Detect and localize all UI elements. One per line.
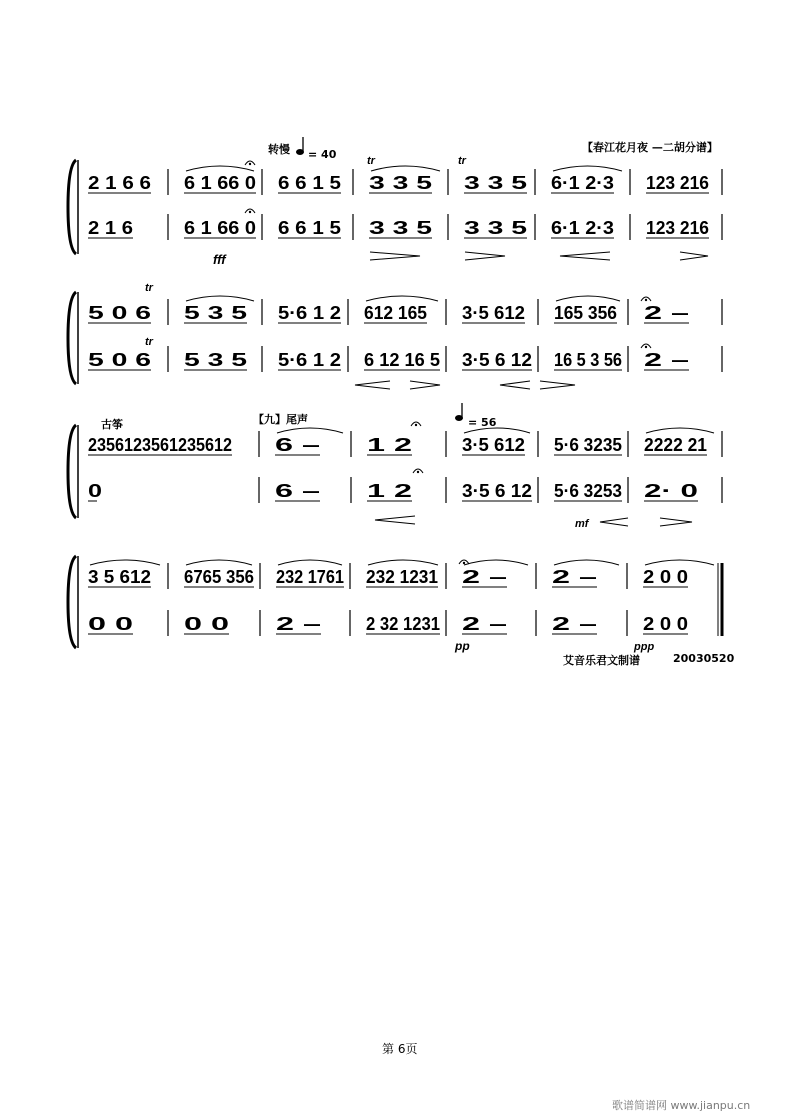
trill-mark: tr — [145, 282, 153, 294]
measure-upper: 3 5 612 — [88, 567, 151, 587]
hairpin-decrescendo — [660, 518, 692, 526]
hairpin-decrescendo — [465, 252, 505, 260]
trill-mark: tr — [367, 155, 375, 167]
measure-upper: 2 1 6 6 — [88, 173, 151, 193]
slur-arc — [556, 296, 620, 301]
measure-lower: 5 3 5 — [184, 350, 247, 370]
slur-arc — [371, 166, 440, 171]
measure-lower: 0 0 — [88, 614, 133, 634]
measure-upper: 3 3 5 — [464, 173, 527, 193]
slur-arc — [90, 560, 160, 565]
fermata-dot — [249, 163, 251, 165]
page-number: 第 6页 — [382, 1042, 418, 1056]
measure-upper: 232 1761 — [276, 567, 344, 587]
system-brace — [68, 425, 76, 518]
measure-lower: 2 – — [552, 614, 597, 634]
measure-lower: 3·5 6 12 — [462, 350, 532, 370]
credit-text: 艾音乐君文制谱 — [563, 654, 640, 667]
system-brace — [68, 556, 76, 648]
measure-lower: 123 216 — [646, 218, 709, 238]
measure-lower: 3 3 5 — [464, 218, 527, 238]
slur-arc — [553, 166, 622, 171]
measure-upper: 165 356 — [554, 303, 617, 323]
dynamic-pp: pp — [455, 639, 470, 653]
fermata-dot — [249, 211, 251, 213]
measure-upper: 2 – — [462, 567, 507, 587]
measure-upper: 6 6 1 5 — [278, 173, 341, 193]
measure-upper: 3·5 612 — [462, 303, 525, 323]
slur-arc — [186, 166, 254, 171]
slur-arc — [645, 560, 714, 565]
measure-lower: 0 0 — [184, 614, 229, 634]
slur-arc — [646, 428, 714, 433]
measure-upper: 3 3 5 — [369, 173, 432, 193]
tempo-change-label: 转慢 — [268, 143, 290, 156]
trill-mark: tr — [145, 336, 153, 348]
notation-layer — [68, 155, 722, 653]
section-marker: 【九】尾声 — [253, 413, 308, 426]
measure-upper: 2 0 0 — [643, 567, 688, 587]
hairpin-decrescendo — [410, 381, 440, 389]
tempo-marking-56: = 56 — [468, 416, 497, 429]
fermata-dot — [463, 562, 465, 564]
slur-arc — [186, 560, 252, 565]
measure-lower: 6 – — [275, 481, 320, 501]
slur-arc — [554, 560, 619, 565]
fermata-dot — [415, 424, 417, 426]
watermark: 歌谱简谱网 www.jianpu.cn — [612, 1099, 751, 1112]
fermata-dot — [645, 299, 647, 301]
measure-upper: 123 216 — [646, 173, 709, 193]
measure-lower: 2· 0 — [644, 481, 698, 501]
trill-mark: tr — [458, 155, 466, 167]
measure-upper: 232 1231 — [366, 567, 438, 587]
slur-arc — [464, 560, 528, 565]
system-brace — [68, 292, 76, 384]
instrument-label: 古筝 — [101, 418, 123, 431]
hairpin-crescendo — [500, 381, 530, 389]
measure-upper: 2 – — [552, 567, 597, 587]
measure-lower: 6 1 66 0 — [184, 218, 256, 238]
hairpin-crescendo — [600, 518, 628, 526]
measure-lower: 5 0 6 — [88, 350, 151, 370]
measure-upper: 5·6 3235 — [554, 435, 622, 455]
measure-lower: 16 5 3 56 — [554, 350, 622, 370]
measure-lower: 5·6 1 2 — [278, 350, 341, 370]
measure-lower: 3·5 6 12 — [462, 481, 532, 501]
system-brace — [68, 160, 76, 254]
hairpin-crescendo — [355, 381, 390, 389]
measure-lower: 6·1 2·3 — [551, 218, 614, 238]
dynamic-mf: mf — [575, 518, 589, 530]
tempo-marking-40: = 40 — [308, 148, 337, 161]
hairpin-decrescendo — [540, 381, 575, 389]
measure-upper: 612 165 — [364, 303, 427, 323]
slur-arc — [186, 296, 254, 301]
measure-upper: 2222 21 — [644, 435, 707, 455]
measure-upper: 6765 356 — [184, 567, 254, 587]
measure-upper: 6 1 66 0 — [184, 173, 256, 193]
measure-lower: 2 0 0 — [643, 614, 688, 634]
measure-upper: 1 2 — [367, 435, 412, 455]
measure-upper: 5·6 1 2 — [278, 303, 341, 323]
date-text: 20030520 — [673, 652, 735, 665]
fermata-dot — [645, 346, 647, 348]
slur-arc — [464, 428, 530, 433]
measure-upper: 3·5 612 — [462, 435, 525, 455]
measure-upper: 2 – — [644, 303, 689, 323]
fermata-dot — [417, 471, 419, 473]
measure-lower: 3 3 5 — [369, 218, 432, 238]
measure-lower: 2 – — [462, 614, 507, 634]
measure-lower: 2 32 1231 — [366, 614, 440, 634]
hairpin-decrescendo — [680, 252, 708, 260]
measure-lower: 2 – — [644, 350, 689, 370]
slur-arc — [366, 296, 438, 301]
measure-lower: 2 1 6 — [88, 218, 133, 238]
hairpin-decrescendo — [370, 252, 420, 260]
measure-lower: 1 2 — [367, 481, 412, 501]
score-title: 【春江花月夜 —二胡分谱】 — [582, 141, 718, 154]
measure-lower: 5·6 3253 — [554, 481, 622, 501]
measure-lower: 0 — [88, 481, 102, 501]
slur-arc — [368, 560, 438, 565]
measure-lower: 6 6 1 5 — [278, 218, 341, 238]
slur-arc — [278, 560, 342, 565]
dynamic-fff: fff — [213, 252, 226, 267]
measure-lower: 6 12 16 5 — [364, 350, 440, 370]
measure-lower: 2 – — [276, 614, 321, 634]
hairpin-crescendo — [375, 516, 415, 524]
hairpin-crescendo — [560, 252, 610, 260]
slur-arc — [277, 428, 343, 433]
measure-upper: 2356123561235612 — [88, 435, 232, 455]
measure-upper: 6·1 2·3 — [551, 173, 614, 193]
measure-upper: 5 0 6 — [88, 303, 151, 323]
measure-upper: 6 – — [275, 435, 320, 455]
dynamic-ppp: ppp — [634, 641, 655, 653]
measure-upper: 5 3 5 — [184, 303, 247, 323]
